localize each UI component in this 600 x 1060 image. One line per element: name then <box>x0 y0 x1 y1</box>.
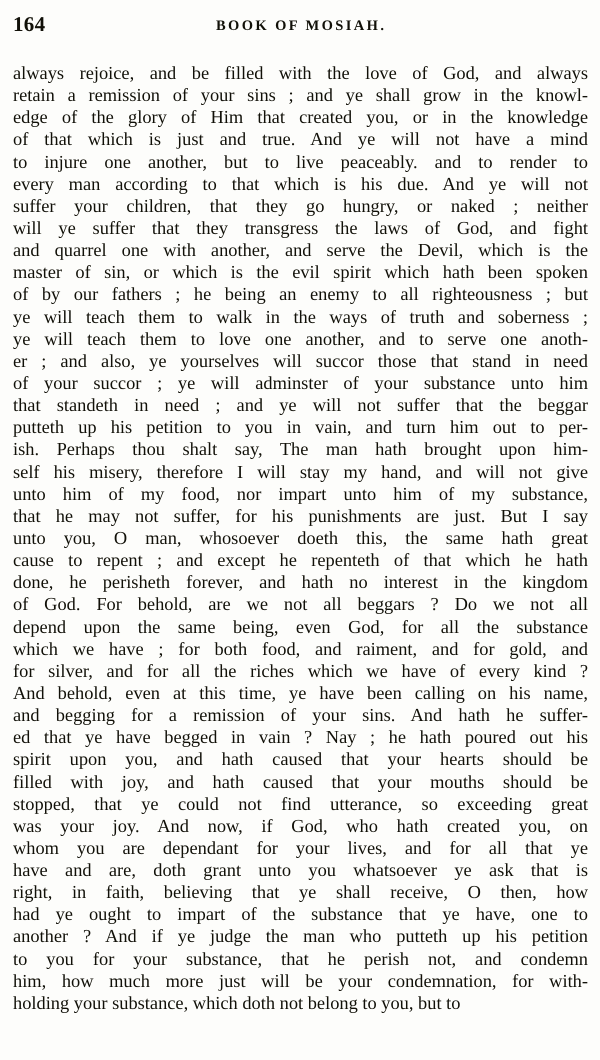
text-line <box>13 593 588 615</box>
text-line-content: of your succor ; ye will adminster of your substance unto him <box>13 372 588 393</box>
text-line <box>13 748 588 770</box>
text-line <box>13 283 588 305</box>
body-text-block <box>13 62 588 1014</box>
text-line-content: had ye ought to impart of the substance that ye have, one to <box>13 904 588 925</box>
text-line-content: er ; and also, ye yourselves will succor those that stand in need <box>13 350 588 371</box>
text-line <box>13 416 588 438</box>
text-line-content: edge of the glory of Him that created you, or in the knowledge <box>13 107 588 128</box>
text-line <box>13 549 588 571</box>
text-line-content: ye will teach them to love one another, and to serve one anoth- <box>13 328 588 349</box>
text-line <box>13 461 588 483</box>
text-line <box>13 505 588 527</box>
text-line-content: stopped, that ye could not find utterance, so exceeding great <box>13 793 588 814</box>
text-line-content: that standeth in need ; and ye will not suffer that the beggar <box>13 395 588 416</box>
text-line <box>13 173 588 195</box>
text-line <box>13 128 588 150</box>
text-line-content: self his misery, therefore I will stay my hand, and will not give <box>13 461 588 482</box>
text-line-content: spirit upon you, and hath caused that your hearts should be <box>13 749 588 770</box>
text-line-content: was your joy. And now, if God, who hath created you, on <box>13 815 588 836</box>
text-line-content: putteth up his petition to you in vain, and turn him out to per- <box>13 417 588 438</box>
text-line <box>13 925 588 947</box>
text-line <box>13 815 588 837</box>
text-line-content: ed that ye have begged in vain ? Nay ; he hath poured out his <box>13 727 588 748</box>
text-line-content: master of sin, or which is the evil spirit which hath been spoken <box>13 262 588 283</box>
text-line-content: another ? And if ye judge the man who putteth up his petition <box>13 926 588 947</box>
text-line-content: to you for your substance, that he perish not, and condemn <box>13 948 588 969</box>
text-line <box>13 571 588 593</box>
text-line-content: have and are, doth grant unto you whatsoever ye ask that is <box>13 860 588 881</box>
text-line <box>13 372 588 394</box>
text-line <box>13 106 588 128</box>
text-line <box>13 970 588 992</box>
text-line-content: unto you, O man, whosoever doeth this, the same hath great <box>13 527 588 548</box>
text-line <box>13 903 588 925</box>
text-line <box>13 62 588 84</box>
text-line <box>13 195 588 217</box>
text-line-content: which we have ; for both food, and raiment, and for gold, and <box>13 638 588 659</box>
text-line-content: filled with joy, and hath caused that your mouths should be <box>13 771 588 792</box>
text-line-content: And behold, even at this time, ye have been calling on his name, <box>13 682 588 703</box>
text-line <box>13 306 588 328</box>
text-line-content: to injure one another, but to live peaceably. and to render to <box>13 151 588 172</box>
text-line-content: retain a remission of your sins ; and ye shall grow in the knowl- <box>13 85 588 106</box>
text-line <box>13 837 588 859</box>
text-line <box>13 217 588 239</box>
text-line <box>13 793 588 815</box>
text-line-content: always rejoice, and be filled with the love of God, and always <box>13 63 588 83</box>
text-line <box>13 261 588 283</box>
text-line <box>13 859 588 881</box>
text-line <box>13 992 588 1014</box>
text-line-content: of God. For behold, are we not all beggars ? Do we not all <box>13 594 588 615</box>
text-line <box>13 881 588 903</box>
text-line <box>13 483 588 505</box>
text-line-content: for silver, and for all the riches which we have of every kind ? <box>13 660 588 681</box>
text-line-content: that he may not suffer, for his punishments are just. But I say <box>13 505 588 526</box>
text-line-content: unto him of my food, nor impart unto him of my substance, <box>13 483 588 504</box>
text-line <box>13 726 588 748</box>
text-line <box>13 394 588 416</box>
text-line-content: whom you are dependant for your lives, and for all that ye <box>13 837 588 858</box>
text-line <box>13 239 588 261</box>
text-line <box>13 638 588 660</box>
text-line-content: and begging for a remission of your sins. And hath he suffer- <box>13 705 588 726</box>
text-line <box>13 527 588 549</box>
text-line-content: ish. Perhaps thou shalt say, The man hath brought upon him- <box>13 439 588 460</box>
text-line <box>13 704 588 726</box>
text-line-content: cause to repent ; and except he repenteth of that which he hath <box>13 550 588 571</box>
text-line <box>13 948 588 970</box>
text-line-content: right, in faith, believing that ye shall receive, O then, how <box>13 882 588 903</box>
text-line-content: suffer your children, that they go hungry, or naked ; neither <box>13 195 588 216</box>
running-head-title: BOOK OF MOSIAH. <box>215 18 387 34</box>
text-line-content: him, how much more just will be your condemnation, for with- <box>13 970 588 991</box>
text-line-content: holding your substance, which doth not belong to you, but to <box>13 992 461 1013</box>
text-line-content: depend upon the same being, even God, for all the substance <box>13 616 588 637</box>
text-line-content: done, he perisheth forever, and hath no interest in the kingdom <box>13 572 588 593</box>
text-line <box>13 660 588 682</box>
text-line <box>13 682 588 704</box>
text-line-content: of that which is just and true. And ye will not have a mind <box>13 129 588 150</box>
text-line <box>13 328 588 350</box>
text-line <box>13 438 588 460</box>
text-line <box>13 350 588 372</box>
text-line <box>13 151 588 173</box>
text-line-content: ye will teach them to walk in the ways of truth and soberness ; <box>13 306 588 327</box>
text-line-content: and quarrel one with another, and serve the Devil, which is the <box>13 240 588 261</box>
text-line <box>13 616 588 638</box>
page-number: 164 <box>13 12 46 36</box>
text-line-content: every man according to that which is his due. And ye will not <box>13 173 588 194</box>
text-line-content: of by our fathers ; he being an enemy to all righteousness ; but <box>13 284 588 305</box>
text-line <box>13 771 588 793</box>
text-line-content: will ye suffer that they transgress the laws of God, and fight <box>13 217 588 238</box>
page-header <box>0 0 600 52</box>
text-line <box>13 84 588 106</box>
